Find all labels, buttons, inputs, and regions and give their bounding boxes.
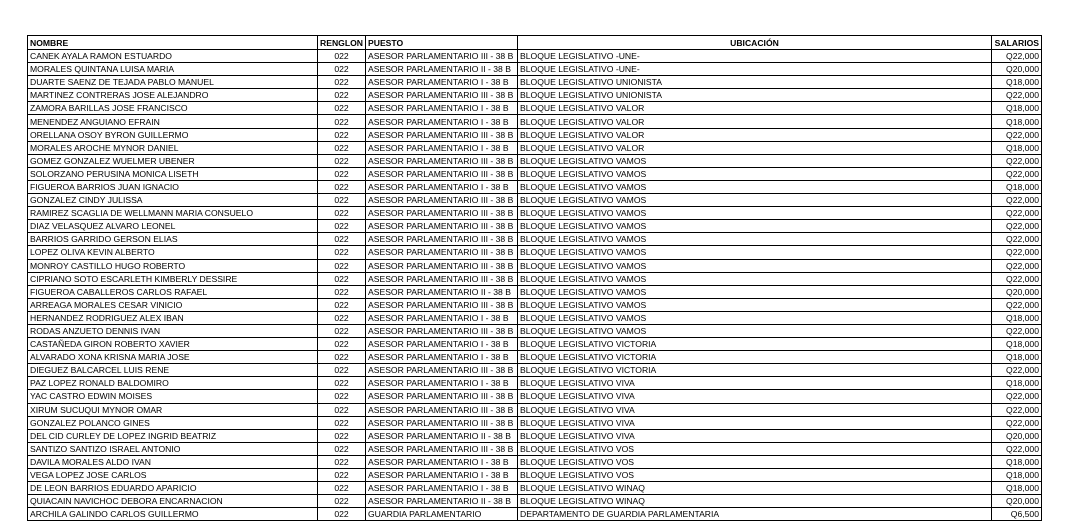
cell-ubicacion: BLOQUE LEGISLATIVO VAMOS <box>518 207 992 220</box>
cell-renglon: 022 <box>318 390 366 403</box>
cell-nombre: DAVILA MORALES ALDO IVAN <box>28 455 318 468</box>
cell-renglon: 022 <box>318 285 366 298</box>
cell-ubicacion: BLOQUE LEGISLATIVO VOS <box>518 469 992 482</box>
table-row <box>28 324 1042 337</box>
cell-salario: Q22,000 <box>992 246 1042 259</box>
cell-puesto: ASESOR PARLAMENTARIO III - 38 B <box>366 194 518 207</box>
cell-nombre: MORALES QUINTANA LUISA MARIA <box>28 63 318 76</box>
cell-nombre: VEGA LOPEZ JOSE CARLOS <box>28 469 318 482</box>
cell-nombre: DIEGUEZ BALCARCEL LUIS RENE <box>28 364 318 377</box>
table-row <box>28 482 1042 495</box>
table-row <box>28 338 1042 351</box>
cell-renglon: 022 <box>318 482 366 495</box>
header-salarios: SALARIOS <box>992 36 1042 50</box>
cell-salario: Q22,000 <box>992 194 1042 207</box>
cell-nombre: HERNANDEZ RODRIGUEZ ALEX IBAN <box>28 311 318 324</box>
table-row <box>28 508 1042 521</box>
cell-renglon: 022 <box>318 233 366 246</box>
cell-nombre: FIGUEROA CABALLEROS CARLOS RAFAEL <box>28 285 318 298</box>
cell-puesto: ASESOR PARLAMENTARIO I - 38 B <box>366 76 518 89</box>
cell-salario: Q22,000 <box>992 89 1042 102</box>
cell-nombre: BARRIOS GARRIDO GERSON ELIAS <box>28 233 318 246</box>
cell-renglon: 022 <box>318 180 366 193</box>
cell-salario: Q6,500 <box>992 508 1042 521</box>
table-row <box>28 246 1042 259</box>
cell-nombre: MONROY CASTILLO HUGO ROBERTO <box>28 259 318 272</box>
cell-renglon: 022 <box>318 455 366 468</box>
cell-ubicacion: BLOQUE LEGISLATIVO VAMOS <box>518 259 992 272</box>
cell-ubicacion: DEPARTAMENTO DE GUARDIA PARLAMENTARIA <box>518 508 992 521</box>
cell-ubicacion: BLOQUE LEGISLATIVO WINAQ <box>518 482 992 495</box>
cell-ubicacion: BLOQUE LEGISLATIVO -UNE- <box>518 63 992 76</box>
cell-puesto: ASESOR PARLAMENTARIO I - 38 B <box>366 115 518 128</box>
cell-salario: Q22,000 <box>992 167 1042 180</box>
cell-salario: Q20,000 <box>992 495 1042 508</box>
table-row <box>28 311 1042 324</box>
cell-nombre: FIGUEROA BARRIOS JUAN IGNACIO <box>28 180 318 193</box>
cell-salario: Q22,000 <box>992 50 1042 63</box>
table-row <box>28 128 1042 141</box>
cell-ubicacion: BLOQUE LEGISLATIVO VICTORIA <box>518 338 992 351</box>
cell-salario: Q22,000 <box>992 233 1042 246</box>
cell-salario: Q22,000 <box>992 154 1042 167</box>
cell-puesto: ASESOR PARLAMENTARIO III - 38 B <box>366 167 518 180</box>
cell-nombre: GONZALEZ CINDY JULISSA <box>28 194 318 207</box>
cell-salario: Q18,000 <box>992 351 1042 364</box>
cell-ubicacion: BLOQUE LEGISLATIVO VIVA <box>518 390 992 403</box>
cell-renglon: 022 <box>318 50 366 63</box>
cell-salario: Q22,000 <box>992 364 1042 377</box>
cell-salario: Q22,000 <box>992 324 1042 337</box>
cell-ubicacion: BLOQUE LEGISLATIVO UNIONISTA <box>518 89 992 102</box>
table-row <box>28 63 1042 76</box>
table-row <box>28 351 1042 364</box>
cell-ubicacion: BLOQUE LEGISLATIVO VIVA <box>518 429 992 442</box>
cell-nombre: PAZ LOPEZ RONALD BALDOMIRO <box>28 377 318 390</box>
cell-ubicacion: BLOQUE LEGISLATIVO VICTORIA <box>518 351 992 364</box>
cell-nombre: RAMIREZ SCAGLIA DE WELLMANN MARIA CONSUELO <box>28 207 318 220</box>
cell-ubicacion: BLOQUE LEGISLATIVO VAMOS <box>518 233 992 246</box>
cell-ubicacion: BLOQUE LEGISLATIVO VAMOS <box>518 167 992 180</box>
cell-puesto: ASESOR PARLAMENTARIO III - 38 B <box>366 233 518 246</box>
table-row <box>28 403 1042 416</box>
cell-renglon: 022 <box>318 324 366 337</box>
cell-renglon: 022 <box>318 338 366 351</box>
cell-puesto: ASESOR PARLAMENTARIO III - 38 B <box>366 416 518 429</box>
cell-salario: Q18,000 <box>992 377 1042 390</box>
cell-renglon: 022 <box>318 364 366 377</box>
cell-ubicacion: BLOQUE LEGISLATIVO WINAQ <box>518 495 992 508</box>
header-renglon: RENGLON <box>318 36 366 50</box>
cell-ubicacion: BLOQUE LEGISLATIVO VIVA <box>518 416 992 429</box>
cell-nombre: ALVARADO XONA KRISNA MARIA JOSE <box>28 351 318 364</box>
cell-ubicacion: BLOQUE LEGISLATIVO VAMOS <box>518 180 992 193</box>
cell-puesto: ASESOR PARLAMENTARIO I - 38 B <box>366 455 518 468</box>
cell-salario: Q18,000 <box>992 469 1042 482</box>
cell-puesto: ASESOR PARLAMENTARIO III - 38 B <box>366 403 518 416</box>
table-row <box>28 141 1042 154</box>
cell-ubicacion: BLOQUE LEGISLATIVO VICTORIA <box>518 364 992 377</box>
cell-ubicacion: BLOQUE LEGISLATIVO VAMOS <box>518 285 992 298</box>
table-row <box>28 115 1042 128</box>
table-row <box>28 390 1042 403</box>
cell-puesto: ASESOR PARLAMENTARIO III - 38 B <box>366 128 518 141</box>
table-row <box>28 180 1042 193</box>
cell-nombre: SANTIZO SANTIZO ISRAEL ANTONIO <box>28 442 318 455</box>
table-row <box>28 272 1042 285</box>
cell-nombre: SOLORZANO PERUSINA MONICA LISETH <box>28 167 318 180</box>
cell-salario: Q18,000 <box>992 482 1042 495</box>
table-body <box>28 50 1042 521</box>
cell-puesto: ASESOR PARLAMENTARIO III - 38 B <box>366 298 518 311</box>
cell-puesto: ASESOR PARLAMENTARIO III - 38 B <box>366 364 518 377</box>
cell-puesto: ASESOR PARLAMENTARIO I - 38 B <box>366 351 518 364</box>
cell-ubicacion: BLOQUE LEGISLATIVO VOS <box>518 442 992 455</box>
cell-salario: Q18,000 <box>992 102 1042 115</box>
cell-nombre: CASTAÑEDA GIRON ROBERTO XAVIER <box>28 338 318 351</box>
cell-nombre: RODAS ANZUETO DENNIS IVAN <box>28 324 318 337</box>
cell-salario: Q22,000 <box>992 207 1042 220</box>
table-row <box>28 233 1042 246</box>
cell-renglon: 022 <box>318 141 366 154</box>
header-row <box>28 36 1042 50</box>
cell-renglon: 022 <box>318 102 366 115</box>
cell-ubicacion: BLOQUE LEGISLATIVO VALOR <box>518 102 992 115</box>
cell-nombre: LOPEZ OLIVA KEVIN ALBERTO <box>28 246 318 259</box>
cell-renglon: 022 <box>318 429 366 442</box>
cell-puesto: ASESOR PARLAMENTARIO II - 38 B <box>366 63 518 76</box>
cell-nombre: CIPRIANO SOTO ESCARLETH KIMBERLY DESSIRE <box>28 272 318 285</box>
cell-puesto: ASESOR PARLAMENTARIO III - 38 B <box>366 272 518 285</box>
cell-nombre: CANEK AYALA RAMON ESTUARDO <box>28 50 318 63</box>
cell-ubicacion: BLOQUE LEGISLATIVO VIVA <box>518 377 992 390</box>
cell-nombre: GONZALEZ POLANCO GINES <box>28 416 318 429</box>
cell-puesto: ASESOR PARLAMENTARIO I - 38 B <box>366 338 518 351</box>
cell-renglon: 022 <box>318 167 366 180</box>
cell-puesto: ASESOR PARLAMENTARIO III - 38 B <box>366 207 518 220</box>
cell-puesto: ASESOR PARLAMENTARIO I - 38 B <box>366 482 518 495</box>
cell-nombre: DIAZ VELASQUEZ ALVARO LEONEL <box>28 220 318 233</box>
cell-nombre: MENENDEZ ANGUIANO EFRAIN <box>28 115 318 128</box>
cell-nombre: MARTINEZ CONTRERAS JOSE ALEJANDRO <box>28 89 318 102</box>
cell-nombre: DEL CID CURLEY DE LOPEZ INGRID BEATRIZ <box>28 429 318 442</box>
cell-salario: Q18,000 <box>992 76 1042 89</box>
cell-renglon: 022 <box>318 259 366 272</box>
table-row <box>28 207 1042 220</box>
cell-ubicacion: BLOQUE LEGISLATIVO VIVA <box>518 403 992 416</box>
cell-renglon: 022 <box>318 207 366 220</box>
cell-renglon: 022 <box>318 469 366 482</box>
cell-puesto: ASESOR PARLAMENTARIO I - 38 B <box>366 469 518 482</box>
cell-renglon: 022 <box>318 154 366 167</box>
cell-renglon: 022 <box>318 403 366 416</box>
cell-renglon: 022 <box>318 311 366 324</box>
cell-nombre: ZAMORA BARILLAS JOSE FRANCISCO <box>28 102 318 115</box>
cell-renglon: 022 <box>318 76 366 89</box>
cell-nombre: YAC CASTRO EDWIN MOISES <box>28 390 318 403</box>
cell-salario: Q18,000 <box>992 338 1042 351</box>
cell-nombre: XIRUM SUCUQUI MYNOR OMAR <box>28 403 318 416</box>
cell-nombre: ARREAGA MORALES CESAR VINICIO <box>28 298 318 311</box>
cell-puesto: ASESOR PARLAMENTARIO II - 38 B <box>366 429 518 442</box>
cell-salario: Q22,000 <box>992 442 1042 455</box>
cell-salario: Q20,000 <box>992 429 1042 442</box>
cell-renglon: 022 <box>318 220 366 233</box>
cell-ubicacion: BLOQUE LEGISLATIVO VAMOS <box>518 298 992 311</box>
cell-renglon: 022 <box>318 89 366 102</box>
cell-renglon: 022 <box>318 508 366 521</box>
cell-puesto: ASESOR PARLAMENTARIO III - 38 B <box>366 154 518 167</box>
cell-salario: Q22,000 <box>992 220 1042 233</box>
cell-renglon: 022 <box>318 194 366 207</box>
cell-puesto: ASESOR PARLAMENTARIO I - 38 B <box>366 102 518 115</box>
table-row <box>28 50 1042 63</box>
cell-puesto: ASESOR PARLAMENTARIO III - 38 B <box>366 246 518 259</box>
table-row <box>28 495 1042 508</box>
cell-renglon: 022 <box>318 63 366 76</box>
cell-renglon: 022 <box>318 442 366 455</box>
cell-salario: Q18,000 <box>992 455 1042 468</box>
table-row <box>28 469 1042 482</box>
cell-salario: Q22,000 <box>992 416 1042 429</box>
cell-salario: Q18,000 <box>992 311 1042 324</box>
cell-ubicacion: BLOQUE LEGISLATIVO VAMOS <box>518 194 992 207</box>
header-puesto: PUESTO <box>366 36 518 50</box>
cell-ubicacion: BLOQUE LEGISLATIVO VALOR <box>518 115 992 128</box>
table-row <box>28 442 1042 455</box>
cell-renglon: 022 <box>318 272 366 285</box>
cell-puesto: ASESOR PARLAMENTARIO I - 38 B <box>366 180 518 193</box>
cell-puesto: ASESOR PARLAMENTARIO III - 38 B <box>366 50 518 63</box>
cell-nombre: ARCHILA GALINDO CARLOS GUILLERMO <box>28 508 318 521</box>
cell-nombre: ORELLANA OSOY BYRON GUILLERMO <box>28 128 318 141</box>
cell-salario: Q22,000 <box>992 403 1042 416</box>
cell-salario: Q22,000 <box>992 298 1042 311</box>
cell-puesto: ASESOR PARLAMENTARIO II - 38 B <box>366 495 518 508</box>
table-row <box>28 429 1042 442</box>
cell-renglon: 022 <box>318 351 366 364</box>
cell-renglon: 022 <box>318 115 366 128</box>
cell-puesto: ASESOR PARLAMENTARIO I - 38 B <box>366 141 518 154</box>
cell-puesto: ASESOR PARLAMENTARIO I - 38 B <box>366 311 518 324</box>
cell-nombre: MORALES AROCHE MYNOR DANIEL <box>28 141 318 154</box>
cell-ubicacion: BLOQUE LEGISLATIVO VAMOS <box>518 154 992 167</box>
salary-table <box>27 35 1042 521</box>
cell-salario: Q22,000 <box>992 272 1042 285</box>
table-row <box>28 220 1042 233</box>
cell-ubicacion: BLOQUE LEGISLATIVO VAMOS <box>518 246 992 259</box>
cell-renglon: 022 <box>318 377 366 390</box>
cell-puesto: ASESOR PARLAMENTARIO III - 38 B <box>366 259 518 272</box>
table-row <box>28 298 1042 311</box>
cell-salario: Q20,000 <box>992 63 1042 76</box>
table-row <box>28 364 1042 377</box>
cell-renglon: 022 <box>318 298 366 311</box>
cell-ubicacion: BLOQUE LEGISLATIVO VAMOS <box>518 220 992 233</box>
table-row <box>28 154 1042 167</box>
cell-renglon: 022 <box>318 246 366 259</box>
table-row <box>28 377 1042 390</box>
cell-puesto: ASESOR PARLAMENTARIO I - 38 B <box>366 377 518 390</box>
table-row <box>28 455 1042 468</box>
header-nombre: NOMBRE <box>28 36 318 50</box>
cell-ubicacion: BLOQUE LEGISLATIVO VAMOS <box>518 272 992 285</box>
cell-renglon: 022 <box>318 416 366 429</box>
cell-salario: Q18,000 <box>992 141 1042 154</box>
header-ubicacion: UBICACIÓN <box>518 36 992 50</box>
cell-ubicacion: BLOQUE LEGISLATIVO VOS <box>518 455 992 468</box>
cell-salario: Q22,000 <box>992 128 1042 141</box>
cell-puesto: ASESOR PARLAMENTARIO II - 38 B <box>366 285 518 298</box>
cell-puesto: ASESOR PARLAMENTARIO III - 38 B <box>366 390 518 403</box>
cell-salario: Q18,000 <box>992 180 1042 193</box>
cell-puesto: ASESOR PARLAMENTARIO III - 38 B <box>366 442 518 455</box>
table-row <box>28 167 1042 180</box>
cell-salario: Q22,000 <box>992 390 1042 403</box>
cell-ubicacion: BLOQUE LEGISLATIVO VALOR <box>518 141 992 154</box>
cell-puesto: GUARDIA PARLAMENTARIO <box>366 508 518 521</box>
table-row <box>28 102 1042 115</box>
cell-salario: Q22,000 <box>992 259 1042 272</box>
cell-nombre: DUARTE SAENZ DE TEJADA PABLO MANUEL <box>28 76 318 89</box>
cell-puesto: ASESOR PARLAMENTARIO III - 38 B <box>366 220 518 233</box>
cell-salario: Q18,000 <box>992 115 1042 128</box>
cell-nombre: GOMEZ GONZALEZ WUELMER UBENER <box>28 154 318 167</box>
table-row <box>28 194 1042 207</box>
cell-ubicacion: BLOQUE LEGISLATIVO UNIONISTA <box>518 76 992 89</box>
cell-nombre: QUIACAIN NAVICHOC DEBORA ENCARNACION <box>28 495 318 508</box>
cell-puesto: ASESOR PARLAMENTARIO III - 38 B <box>366 89 518 102</box>
table-row <box>28 285 1042 298</box>
cell-renglon: 022 <box>318 128 366 141</box>
table-row <box>28 259 1042 272</box>
cell-ubicacion: BLOQUE LEGISLATIVO -UNE- <box>518 50 992 63</box>
cell-nombre: DE LEON BARRIOS EDUARDO APARICIO <box>28 482 318 495</box>
cell-ubicacion: BLOQUE LEGISLATIVO VALOR <box>518 128 992 141</box>
cell-puesto: ASESOR PARLAMENTARIO III - 38 B <box>366 324 518 337</box>
table-row <box>28 89 1042 102</box>
cell-ubicacion: BLOQUE LEGISLATIVO VAMOS <box>518 324 992 337</box>
table-row <box>28 76 1042 89</box>
cell-ubicacion: BLOQUE LEGISLATIVO VAMOS <box>518 311 992 324</box>
cell-renglon: 022 <box>318 495 366 508</box>
table-row <box>28 416 1042 429</box>
cell-salario: Q20,000 <box>992 285 1042 298</box>
